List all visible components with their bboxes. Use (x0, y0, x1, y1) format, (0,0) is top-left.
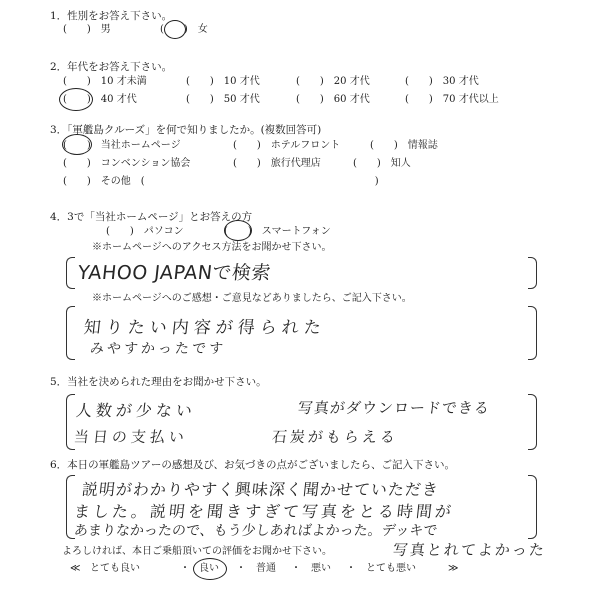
answer-circle-homepage (62, 134, 92, 155)
answer-bracket-left (66, 257, 75, 289)
q3-option-hotel-front[interactable]: ( ) ホテルフロント (233, 140, 341, 151)
q2-option-20s[interactable]: ( ) 20 才代 (296, 76, 370, 87)
q4-option-smartphone[interactable]: ( ) スマートフォン (224, 226, 331, 237)
q6-comment-line3: あまりなかったので、もう少しあればよかった。デッキで (73, 523, 439, 539)
q1-male-option[interactable]: ( ) 男 (63, 24, 111, 35)
q3-option-travel-agency[interactable]: ( ) 旅行代理店 (233, 158, 321, 169)
q2-option-70plus[interactable]: ( ) 70 才代以上 (405, 94, 499, 105)
q2-option-60s[interactable]: ( ) 60 才代 (296, 94, 370, 105)
answer-circle-40s (59, 88, 93, 111)
q2-option-10s[interactable]: ( ) 10 才代 (186, 76, 260, 87)
q6-title: 6．本日の軍艦島ツアーの感想及び、お気づきの点がございましたら、ご記入下さい。 (50, 459, 455, 471)
q2-option-40s[interactable]: ( ) 40 才代 (63, 94, 137, 105)
q2-option-under10[interactable]: ( ) 10 才未満 (63, 76, 147, 87)
q4-option-pc[interactable]: ( ) パソコン (106, 226, 184, 237)
rating-close-bracket: ≫ (448, 563, 459, 574)
q3-option-magazine[interactable]: ( ) 情報誌 (370, 140, 438, 151)
q4-impression-line1: 知りたい内容が得られた (82, 318, 327, 338)
q5-reason-coal-gift: 石炭がもらえる (271, 428, 399, 446)
q3-option-homepage[interactable]: ( ) 当社ホームページ (63, 140, 181, 151)
q6-comment-line2: ました。説明を聞きすぎて写真をとる時間が (72, 502, 455, 521)
rating-separator: ・ (346, 563, 356, 574)
rating-separator: ・ (180, 563, 190, 574)
rating-prompt: よろしければ、本日ご乗船頂いての評価をお聞かせ下さい。 (62, 546, 332, 557)
rating-open-bracket: ≪ (70, 563, 81, 574)
q3-option-other[interactable]: ( ) その他 ( ) (63, 176, 379, 187)
rating-normal[interactable]: 普通 (256, 563, 276, 574)
q2-option-30s[interactable]: ( ) 30 才代 (405, 76, 479, 87)
q3-title: 3．「軍艦島クルーズ」を何で知りましたか。(複数回答可) (50, 124, 322, 136)
q6-comment-line1: 説明がわかりやすく興味深く聞かせていただき (80, 480, 440, 499)
q1-title: 1．性別をお答え下さい。 (50, 10, 173, 22)
q4-impression-note: ※ホームページへのご感想・ご意見などありましたら、ご記入下さい。 (92, 293, 412, 304)
q3-option-acquaintance[interactable]: ( ) 知人 (353, 158, 411, 169)
q5-reason-photo-download: 写真がダウンロードできる (297, 399, 491, 417)
q4-title: 4．3で「当社ホームページ」とお答えの方 (50, 211, 253, 223)
answer-circle-smartphone (224, 220, 252, 241)
rating-very-good[interactable]: とても良い (90, 563, 140, 574)
rating-circle-good (193, 558, 227, 580)
q5-title: 5．当社を決められた理由をお聞かせ下さい。 (50, 376, 267, 388)
answer-bracket-right (528, 257, 537, 289)
q2-title: 2．年代をお答え下さい。 (50, 61, 173, 73)
rating-good[interactable]: 良い (199, 563, 219, 574)
q4-access-answer: YAHOO JAPANで検索 (76, 262, 273, 284)
q5-reason-few-people: 人数が少ない (74, 401, 197, 420)
rating-separator: ・ (291, 563, 301, 574)
q4-access-note: ※ホームページへのアクセス方法をお聞かせ下さい。 (92, 242, 332, 253)
rating-separator: ・ (236, 563, 246, 574)
q3-option-convention[interactable]: ( ) コンベンション協会 (63, 158, 191, 169)
answer-bracket-right (528, 475, 537, 539)
q5-reason-same-day-payment: 当日の支払い (73, 428, 189, 446)
answer-bracket-right (528, 306, 537, 360)
q1-female-option[interactable]: ( ) 女 (160, 24, 208, 35)
rating-very-bad[interactable]: とても悪い (366, 563, 416, 574)
q4-impression-line2: みやすかったです (89, 341, 227, 357)
q6-comment-line4: 写真とれてよかった (392, 541, 547, 559)
answer-bracket-right (528, 394, 537, 450)
q2-option-50s[interactable]: ( ) 50 才代 (186, 94, 260, 105)
rating-bad[interactable]: 悪い (311, 563, 331, 574)
answer-circle-female (164, 20, 186, 39)
answer-bracket-left (66, 306, 75, 360)
